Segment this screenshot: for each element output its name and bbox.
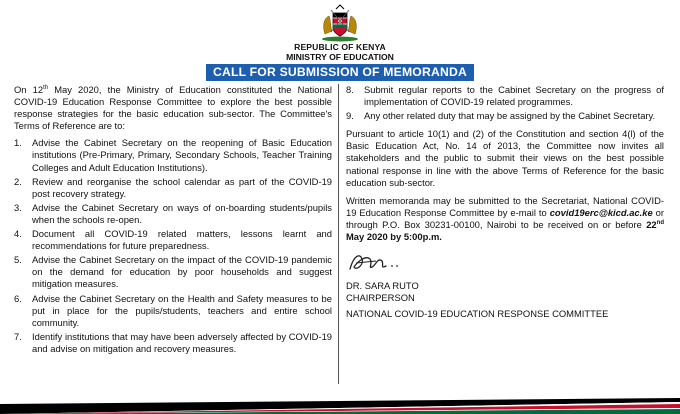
- column-divider: [338, 84, 339, 384]
- list-item: [14, 137, 332, 173]
- kenya-flag-stripe: [0, 396, 680, 414]
- country-heading: REPUBLIC OF KENYA: [294, 42, 386, 52]
- list-item-text: Identify institutions that may have been adversely affected by COVID-19 and advise on mitigation and recovery measures.: [32, 330, 332, 354]
- list-item: [14, 228, 332, 252]
- left-column: [14, 84, 332, 355]
- list-item-number: 4.: [14, 228, 22, 240]
- list-item: [14, 331, 332, 355]
- intro-paragraph: [14, 84, 332, 132]
- signatory-title: CHAIRPERSON: [346, 292, 415, 304]
- list-item-text: Advise the Cabinet Secretary on the Health and Safety measures to be put in place for the pupils/students, teachers and entire school community.: [32, 292, 332, 328]
- intro-date-suffix: th: [43, 84, 49, 91]
- submission-text-middle: or through P.O. Box 30231-00100, Nairobi to be received on or before: [346, 206, 664, 230]
- signatory-name: DR. SARA RUTO: [346, 280, 419, 292]
- list-item: [14, 254, 332, 290]
- pursuant-paragraph: Pursuant to article 10(1) and (2) of the Constitution and section 4(l) of the Basic Education Act, No. 14 of 2013, the Committee now invites all stakeholders and the public to submit their views on the best possible national response in line with the above Terms of Reference for the basic education sub-sector.: [346, 128, 664, 188]
- list-item-text: Review and reorganise the school calendar as part of the COVID-19 post recovery strategy.: [32, 175, 332, 199]
- terms-of-reference-list-continued: [346, 84, 664, 122]
- terms-of-reference-list: [14, 137, 332, 355]
- submission-text-start: Written memoranda may be submitted to the Secretariat, National COVID-19 Education Response Committee by e-mail to: [346, 194, 664, 218]
- list-item: [14, 293, 332, 329]
- list-item-text: Advise the Cabinet Secretary on the impact of the COVID-19 pandemic on the demand for education by poor households and suggest mitigation measures.: [32, 254, 332, 290]
- list-item-text: Submit regular reports to the Cabinet Secretary on the progress of implementation of COVID-19 related programmes.: [364, 84, 664, 108]
- flag-stripes-graphic: [0, 396, 680, 414]
- right-column: [346, 84, 664, 320]
- deadline-rest: May 2020 by 5:00p.m.: [346, 231, 442, 243]
- list-item: [14, 202, 332, 226]
- deadline-day: 22: [646, 218, 657, 230]
- intro-text-end: May 2020, the Ministry of Education constituted the National COVID-19 Education Response Committee to explore the best possible response strategies for the basic education sub-sector. The Committee's Terms of Reference are to:: [14, 84, 332, 132]
- list-item-number: 7.: [14, 330, 22, 342]
- intro-text-start: On 12: [14, 84, 44, 95]
- list-item-number: 1.: [14, 137, 22, 149]
- list-item-number: 5.: [14, 254, 22, 266]
- committee-name: NATIONAL COVID-19 EDUCATION RESPONSE COMMITTEE: [346, 308, 609, 320]
- submission-email-link[interactable]: covid19erc@kicd.ac.ke: [549, 206, 653, 218]
- list-item-text: Any other related duty that may be assigned by the Cabinet Secretary.: [364, 110, 656, 122]
- notice-title-banner: CALL FOR SUBMISSION OF MEMORANDA: [206, 64, 474, 81]
- submission-paragraph: [346, 195, 664, 243]
- list-item-number: 9.: [346, 110, 354, 122]
- list-item-number: 2.: [14, 175, 22, 187]
- list-item-text: Advise the Cabinet Secretary on the reopening of Basic Education institutions (Pre-Primary, Primary, Secondary Schools, Teacher Training Colleges and Adult Education Institutions).: [32, 137, 332, 173]
- list-item: [346, 84, 664, 108]
- ministry-heading: MINISTRY OF EDUCATION: [286, 52, 394, 62]
- list-item-text: Document all COVID-19 related matters, lessons learnt and recommendations for future preparedness.: [32, 228, 332, 252]
- list-item-number: 6.: [14, 292, 22, 304]
- handwritten-signature: [346, 249, 426, 277]
- list-item: [346, 110, 664, 122]
- deadline-day-suffix: nd: [656, 219, 664, 226]
- list-item-number: 3.: [14, 201, 22, 213]
- list-item-number: 8.: [346, 84, 354, 95]
- list-item-text: Advise the Cabinet Secretary on ways of on-boarding students/pupils when the schools re-open.: [32, 201, 332, 225]
- kenya-coat-of-arms-icon: [318, 4, 362, 42]
- list-item: [14, 176, 332, 200]
